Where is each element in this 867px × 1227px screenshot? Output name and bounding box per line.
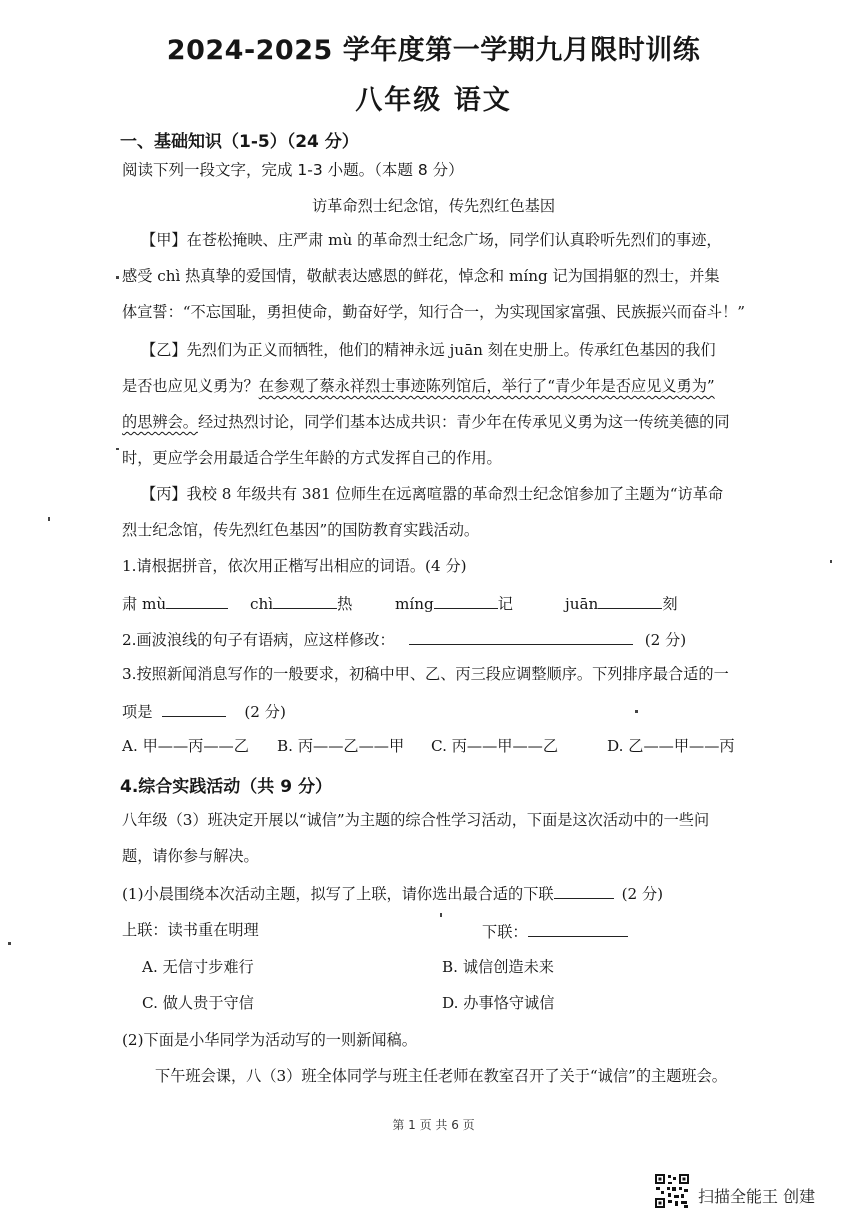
- section-heading: 一、基础知识（1-5）（24 分）: [120, 132, 359, 152]
- character-ke: 刻: [662, 595, 678, 613]
- exam-title: 2024-2025 学年度第一学期九月限时训练: [166, 35, 701, 66]
- paragraph-yi-line-4: 时，更应学会用最适合学生年龄的方式发挥自己的作用。: [122, 449, 502, 467]
- question-3-option-b[interactable]: B. 丙——乙——甲: [277, 737, 405, 755]
- question-3-score: (2 分): [244, 703, 286, 721]
- character-re: 热: [337, 595, 353, 613]
- exam-subtitle: 八年级 语文: [355, 85, 512, 116]
- question-3-line-1: 3.按照新闻消息写作的一般要求，初稿中甲、乙、丙三段应调整顺序。下列排序最合适的一: [122, 665, 729, 683]
- paragraph-yi-line-2-text: 是否也应见义勇为？: [122, 377, 259, 395]
- paragraph-bing-line-1: 【丙】我校 8 年级共有 381 位师生在远离喧嚣的革命烈士纪念馆参加了主题为“访革命: [141, 485, 724, 503]
- paragraph-bing-line-2: 烈士纪念馆，传先烈红色基因”的国防教育实践活动。: [122, 521, 480, 539]
- answer-blank[interactable]: [434, 592, 498, 609]
- scanner-watermark: 扫描全能王 创建: [698, 1187, 816, 1206]
- question-1-item-4: [565, 592, 678, 614]
- question-4-intro-line-2: 题，请你参与解决。: [122, 847, 259, 865]
- answer-blank[interactable]: [598, 592, 662, 609]
- character-ji: 记: [497, 595, 513, 613]
- couplet-option-c[interactable]: C. 做人贵于守信: [142, 994, 254, 1012]
- wavy-underlined-sentence: 在参观了蔡永祥烈士事迹陈列馆后，举行了“青少年是否应见义勇为”: [258, 377, 715, 395]
- scan-speck: [116, 276, 119, 279]
- paragraph-jia-line-2: 感受 chì 热真挚的爱国情，敬献表达感恩的鲜花，悼念和 míng 记为国捐躯的烈士，并集: [122, 267, 720, 285]
- question-3-option-d[interactable]: D. 乙——甲——丙: [607, 737, 735, 755]
- paragraph-jia-line-3: 体宣誓：“不忘国耻，勇担使命，勤奋好学，知行合一，为实现国家富强、民族振兴而奋斗！”: [122, 303, 746, 321]
- couplet-option-b[interactable]: B. 诚信创造未来: [442, 958, 554, 976]
- question-4-sub-1: [122, 882, 663, 904]
- lower-couplet: [482, 920, 628, 942]
- paragraph-yi-line-1: 【乙】先烈们为正义而牺牲，他们的精神永远 juān 刻在史册上。传承红色基因的我们: [141, 341, 716, 359]
- page-footer: 第 1 页 共 6 页: [392, 1118, 475, 1132]
- answer-blank[interactable]: [273, 592, 337, 609]
- answer-blank[interactable]: [528, 920, 628, 937]
- passage-title: 访革命烈士纪念馆，传先烈红色基因: [312, 197, 555, 215]
- question-1-item-3: [395, 592, 513, 614]
- question-3-option-c[interactable]: C. 丙——甲——乙: [431, 737, 559, 755]
- question-1-item-2: [250, 592, 352, 614]
- question-1-item-1: [122, 592, 228, 614]
- scan-speck: [48, 517, 50, 521]
- paragraph-jia-line-1: 【甲】在苍松掩映、庄严肃 mù 的革命烈士纪念广场，同学们认真聆听先烈们的事迹，: [141, 231, 722, 249]
- answer-blank[interactable]: [166, 592, 228, 609]
- question-4-sub-1-score: (2 分): [621, 885, 664, 903]
- question-4-intro-line-1: 八年级（3）班决定开展以“诚信”为主题的综合性学习活动，下面是这次活动中的一些问: [122, 811, 710, 829]
- question-4-heading: 4.综合实践活动（共 9 分）: [120, 777, 332, 797]
- paragraph-yi-line-3: [122, 412, 730, 432]
- question-4-sub-2-prompt: (2)下面是小华同学为活动写的一则新闻稿。: [122, 1031, 417, 1049]
- answer-blank[interactable]: [554, 882, 614, 899]
- scan-speck: [116, 448, 119, 450]
- pinyin-mu: 肃 mù: [122, 595, 167, 613]
- paragraph-yi-line-3-text: 经过热烈讨论，同学们基本达成共识：青少年在传承见义勇为这一传统美德的同: [197, 413, 730, 431]
- lower-couplet-label: 下联：: [482, 923, 528, 941]
- couplet-option-d[interactable]: D. 办事恪守诚信: [442, 994, 555, 1012]
- pinyin-ming: míng: [395, 595, 434, 613]
- qr-code-icon: [654, 1173, 690, 1209]
- question-3-label: 项是: [122, 703, 153, 721]
- couplet-option-a[interactable]: A. 无信寸步难行: [142, 958, 254, 976]
- paragraph-yi-line-2: [122, 376, 715, 396]
- news-draft-line-1: 下午班会课，八（3）班全体同学与班主任老师在教室召开了关于“诚信”的主题班会。: [155, 1067, 727, 1085]
- question-4-sub-1-prompt: (1)小晨围绕本次活动主题，拟写了上联，请你选出最合适的下联: [122, 885, 554, 903]
- pinyin-chi: chì: [250, 595, 274, 613]
- pinyin-juan: juān: [565, 595, 599, 613]
- answer-blank[interactable]: [162, 700, 226, 717]
- section-intro: 阅读下列一段文字，完成 1-3 小题。（本题 8 分）: [122, 161, 464, 179]
- question-2-score: (2 分): [644, 631, 687, 649]
- question-1-prompt: 1.请根据拼音，依次用正楷写出相应的词语。(4 分): [122, 557, 467, 575]
- answer-blank[interactable]: [409, 628, 633, 645]
- upper-couplet: 上联：读书重在明理: [122, 921, 259, 939]
- question-2: [122, 628, 686, 650]
- wavy-underlined-sentence-end: 的思辨会。: [122, 413, 198, 431]
- question-3-line-2: [122, 700, 286, 722]
- question-3-option-a[interactable]: A. 甲——丙——乙: [122, 737, 249, 755]
- scan-speck: [8, 942, 11, 945]
- scan-speck: [830, 560, 832, 563]
- scan-speck: [440, 913, 442, 917]
- question-2-prompt: 2.画波浪线的句子有语病，应这样修改：: [122, 631, 395, 649]
- scan-speck: [635, 710, 638, 713]
